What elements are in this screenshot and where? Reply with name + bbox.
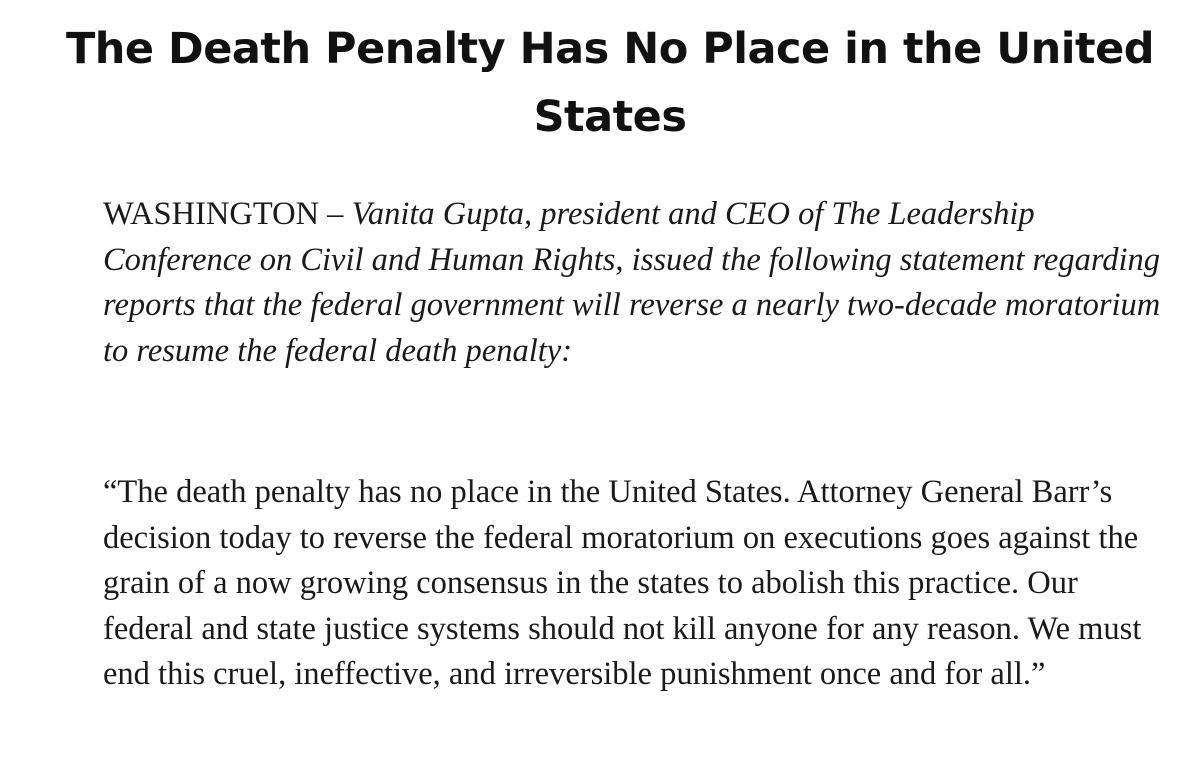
intro-statement: Vanita Gupta, president and CEO of The Leadership Conference on Civil and Human Rights, issued the following statement regarding reports that the federal government will reverse a nearly two-decade moratorium to resume the federal death penalty: [103, 196, 1161, 369]
quote-paragraph: “The death penalty has no place in the United States. Attorney General Barr’s decision today to reverse the federal moratorium on executions goes against the grain of a now growing consensus in the states to abolish this practice. Our federal and state justice systems should not kill anyone for any reason. We must end this cruel, ineffective, and irreversible punishment once and for all.” [103, 474, 1142, 692]
intro-paragraph [103, 192, 1163, 374]
page-title: The Death Penalty Has No Place in the United States [65, 24, 1155, 142]
dateline: WASHINGTON – [103, 196, 352, 232]
